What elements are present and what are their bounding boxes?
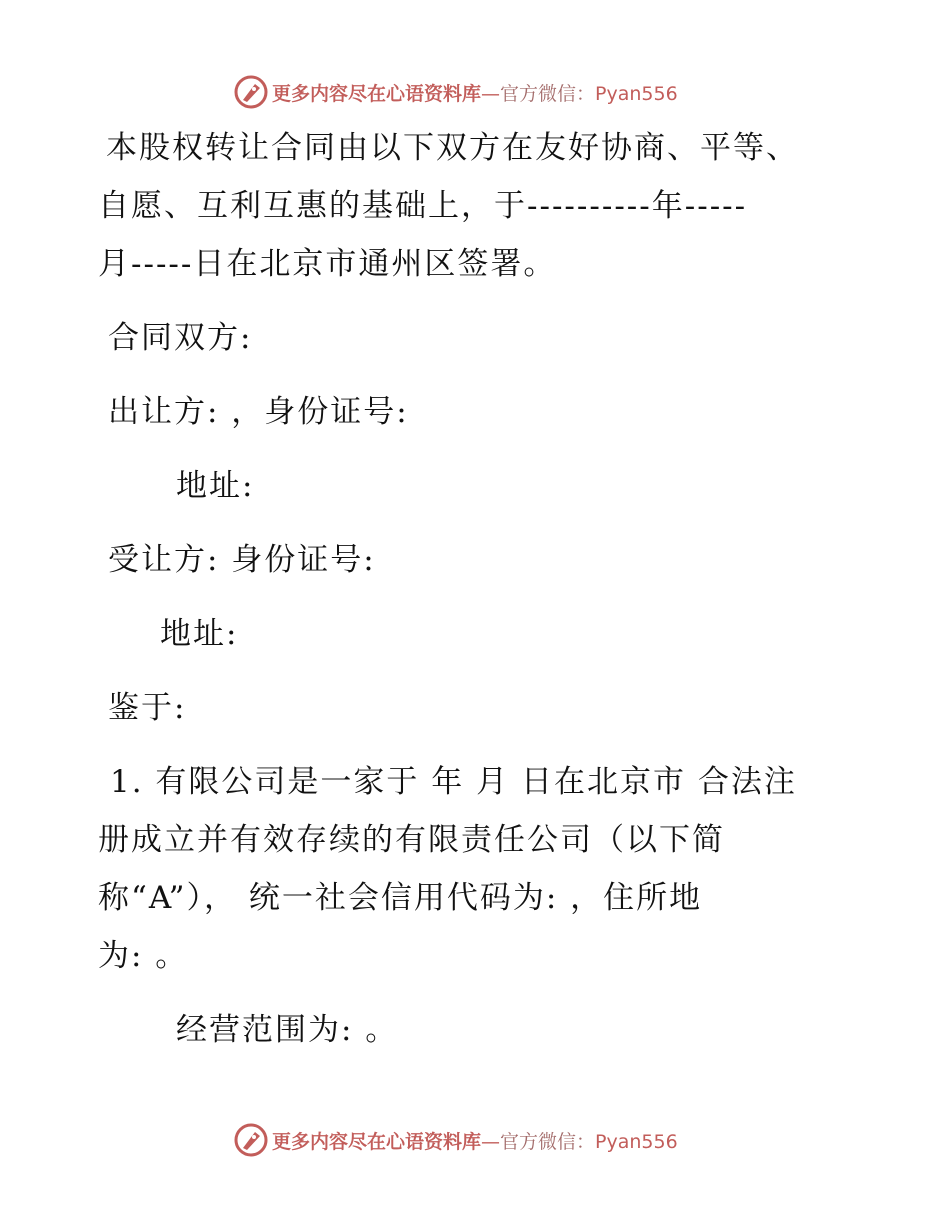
pen-nib-logo-icon: [233, 1122, 269, 1158]
item1-line-4: 为: 。: [98, 938, 189, 974]
pen-nib-logo-icon: [233, 74, 269, 110]
footer-watermark-banner: [0, 1118, 950, 1162]
transferor-address: 地址:: [176, 468, 255, 504]
watermark-main-text: 更多内容尽在心语资料库: [272, 1131, 482, 1153]
transferee-address: 地址:: [160, 616, 239, 652]
item1-line-2: 册成立并有效存续的有限责任公司（以下简: [98, 822, 725, 858]
watermark-main-text: 更多内容尽在心语资料库: [272, 83, 482, 105]
header-watermark-banner: [0, 70, 950, 114]
intro-line-2: 自愿、互利互惠的基础上，于----------年-----: [98, 188, 748, 224]
transferor-line: 出让方: ，身份证号:: [108, 394, 409, 430]
intro-line-3: 月-----日在北京市通州区签署。: [98, 246, 557, 282]
whereas-heading: 鉴于:: [108, 690, 187, 726]
business-scope-line: 经营范围为: 。: [176, 1012, 399, 1048]
item1-line-1: 1. 有限公司是一家于 年 月 日在北京市 合法注: [110, 764, 797, 800]
watermark-wechat-label: 官方微信：: [500, 1131, 596, 1153]
watermark-wechat-label: 官方微信：: [500, 83, 596, 105]
watermark-text: [272, 1127, 678, 1154]
watermark-dash: —: [481, 83, 501, 105]
transferee-line: 受让方: 身份证号:: [108, 542, 376, 578]
item1-line-3: 称“A”）， 统一社会信用代码为: ，住所地: [98, 880, 703, 916]
watermark-text: [272, 79, 678, 106]
parties-heading: 合同双方:: [108, 320, 253, 356]
watermark-wechat-id: Pyan556: [595, 83, 678, 105]
watermark-wechat-id: Pyan556: [595, 1131, 678, 1153]
watermark-dash: —: [481, 1131, 501, 1153]
intro-line-1: 本股权转让合同由以下双方在友好协商、平等、: [106, 130, 799, 166]
